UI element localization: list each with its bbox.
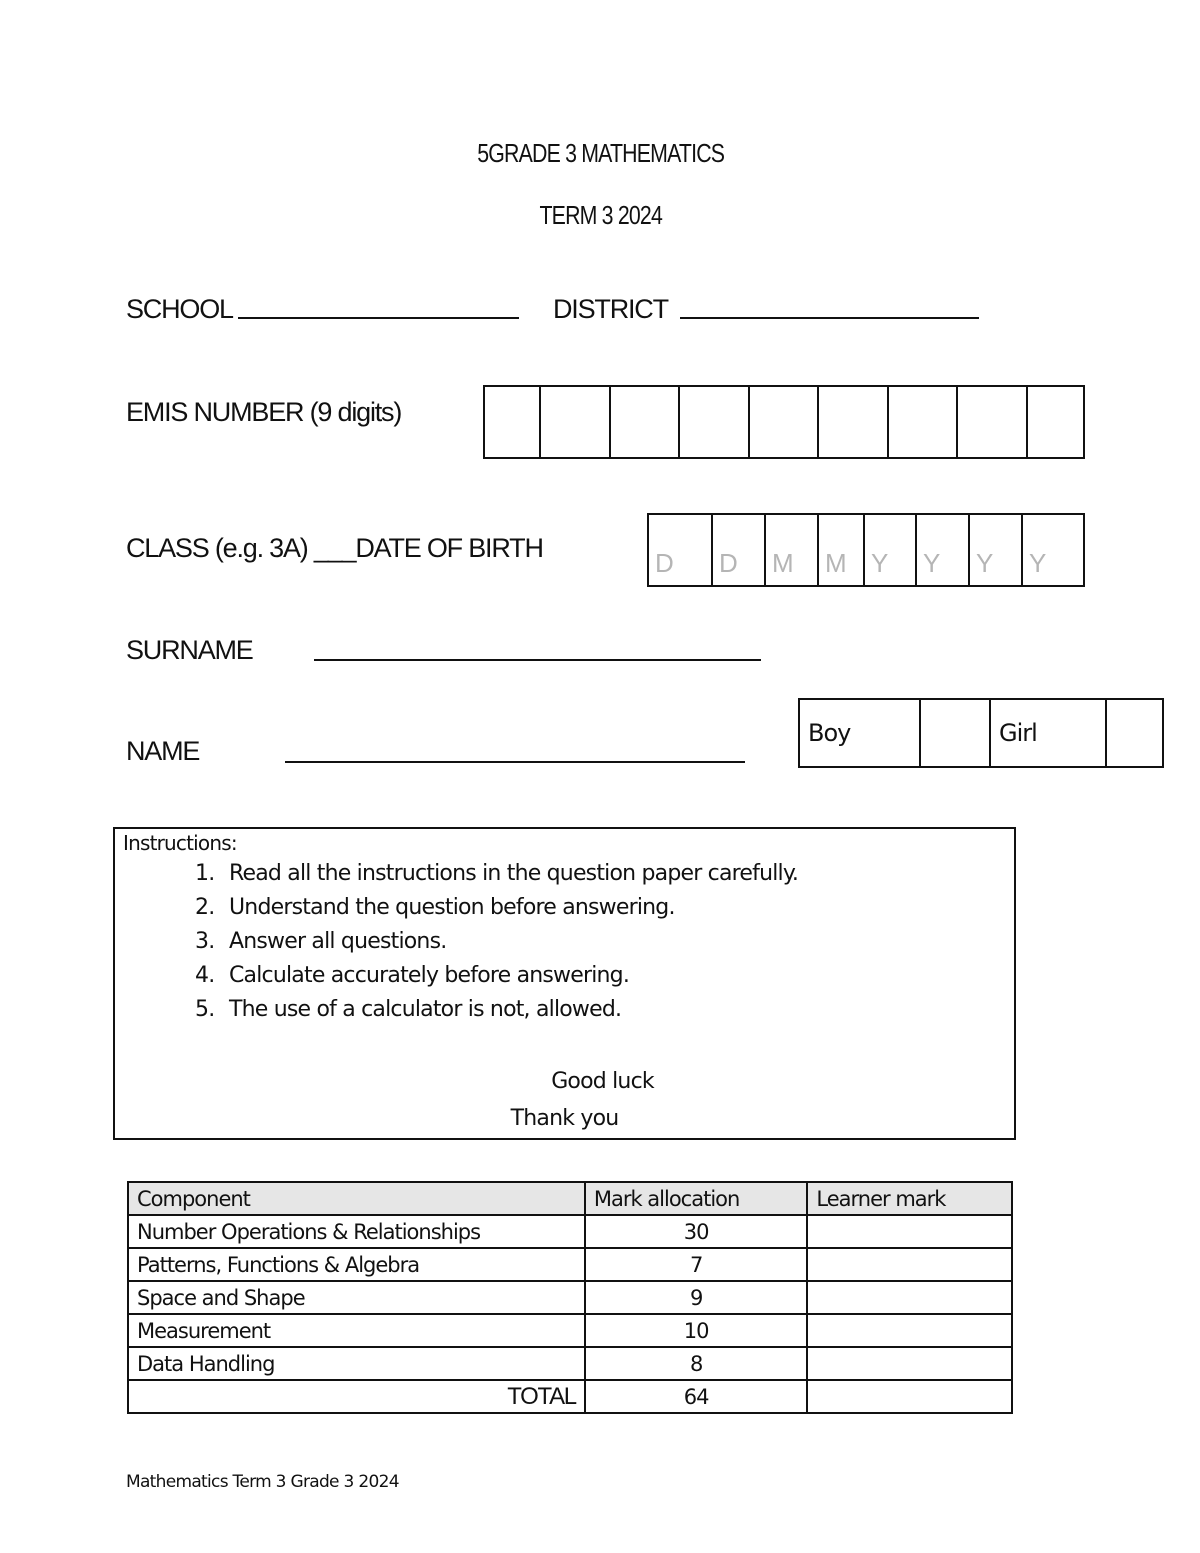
good-luck-text: Good luck [551, 1069, 654, 1094]
instruction-item: 4. Calculate accurately before answering. [195, 963, 630, 988]
district-label: DISTRICT [553, 294, 668, 324]
dob-month-box[interactable]: M [819, 515, 865, 585]
component-cell: Space and Shape [128, 1281, 585, 1314]
district-input-line[interactable] [680, 317, 979, 319]
instruction-item: 3. Answer all questions. [195, 929, 447, 954]
emis-digit-box[interactable] [1028, 387, 1083, 457]
date-of-birth-boxes [647, 513, 1085, 587]
table-row [128, 1281, 1012, 1314]
mark-allocation-cell: 30 [585, 1215, 808, 1248]
component-cell: Number Operations & Relationships [128, 1215, 585, 1248]
gender-selector [798, 698, 1164, 768]
dob-year-box[interactable]: Y [917, 515, 970, 585]
learner-mark-cell[interactable] [807, 1248, 1012, 1281]
emis-digit-box[interactable] [611, 387, 680, 457]
page-title: 5GRADE 3 MATHEMATICS [477, 138, 725, 168]
school-input-line[interactable] [238, 317, 519, 319]
boy-checkbox[interactable] [921, 700, 991, 766]
table-row [128, 1215, 1012, 1248]
dob-day-box[interactable]: D [649, 515, 713, 585]
total-marks-cell: 64 [585, 1380, 808, 1413]
instructions-box [113, 827, 1016, 1140]
component-cell: Data Handling [128, 1347, 585, 1380]
component-cell: Patterns, Functions & Algebra [128, 1248, 585, 1281]
table-row [128, 1347, 1012, 1380]
emis-digit-box[interactable] [889, 387, 958, 457]
girl-label: Girl [991, 700, 1107, 766]
term-subtitle: TERM 3 2024 [539, 200, 662, 230]
mark-allocation-cell: 9 [585, 1281, 808, 1314]
emis-digit-box[interactable] [750, 387, 819, 457]
emis-digit-box[interactable] [541, 387, 611, 457]
learner-mark-cell[interactable] [807, 1281, 1012, 1314]
page-footer: Mathematics Term 3 Grade 3 2024 [126, 1472, 399, 1492]
school-label: SCHOOL [126, 294, 233, 324]
total-row [128, 1380, 1012, 1413]
girl-checkbox[interactable] [1107, 700, 1162, 766]
emis-digit-box[interactable] [819, 387, 889, 457]
column-header-component: Component [128, 1182, 585, 1215]
learner-mark-cell[interactable] [807, 1215, 1012, 1248]
column-header-learner-mark: Learner mark [807, 1182, 1012, 1215]
instruction-item: 1. Read all the instructions in the question paper carefully. [195, 861, 799, 886]
mark-allocation-cell: 10 [585, 1314, 808, 1347]
total-label: TOTAL [128, 1380, 585, 1413]
surname-label: SURNAME [126, 635, 253, 665]
table-row [128, 1248, 1012, 1281]
name-input-line[interactable] [285, 761, 745, 763]
surname-input-line[interactable] [314, 659, 761, 661]
dob-month-box[interactable]: M [766, 515, 819, 585]
table-header-row [128, 1182, 1012, 1215]
emis-digit-box[interactable] [485, 387, 541, 457]
name-label: NAME [126, 736, 200, 766]
emis-number-boxes [483, 385, 1085, 459]
dob-year-box[interactable]: Y [970, 515, 1023, 585]
dob-year-box[interactable]: Y [1029, 548, 1047, 578]
class-dob-label: CLASS (e.g. 3A) ___DATE OF BIRTH [126, 533, 543, 563]
emis-digit-box[interactable] [958, 387, 1028, 457]
mark-allocation-cell: 8 [585, 1347, 808, 1380]
total-learner-mark-cell[interactable] [807, 1380, 1012, 1413]
instruction-item: 5. The use of a calculator is not, allowed. [195, 997, 622, 1022]
table-row [128, 1314, 1012, 1347]
dob-year-box[interactable]: Y [865, 515, 917, 585]
boy-label: Boy [800, 700, 921, 766]
dob-day-box[interactable]: D [713, 515, 766, 585]
instructions-title: Instructions: [123, 831, 237, 855]
emis-label: EMIS NUMBER (9 digits) [126, 397, 402, 427]
learner-mark-cell[interactable] [807, 1347, 1012, 1380]
thank-you-text: Thank you [510, 1106, 619, 1131]
emis-digit-box[interactable] [680, 387, 750, 457]
component-cell: Measurement [128, 1314, 585, 1347]
mark-allocation-table [127, 1181, 1013, 1414]
learner-mark-cell[interactable] [807, 1314, 1012, 1347]
instructions-list [195, 857, 798, 1027]
mark-allocation-cell: 7 [585, 1248, 808, 1281]
instruction-item: 2. Understand the question before answering. [195, 895, 675, 920]
column-header-mark-allocation: Mark allocation [585, 1182, 808, 1215]
